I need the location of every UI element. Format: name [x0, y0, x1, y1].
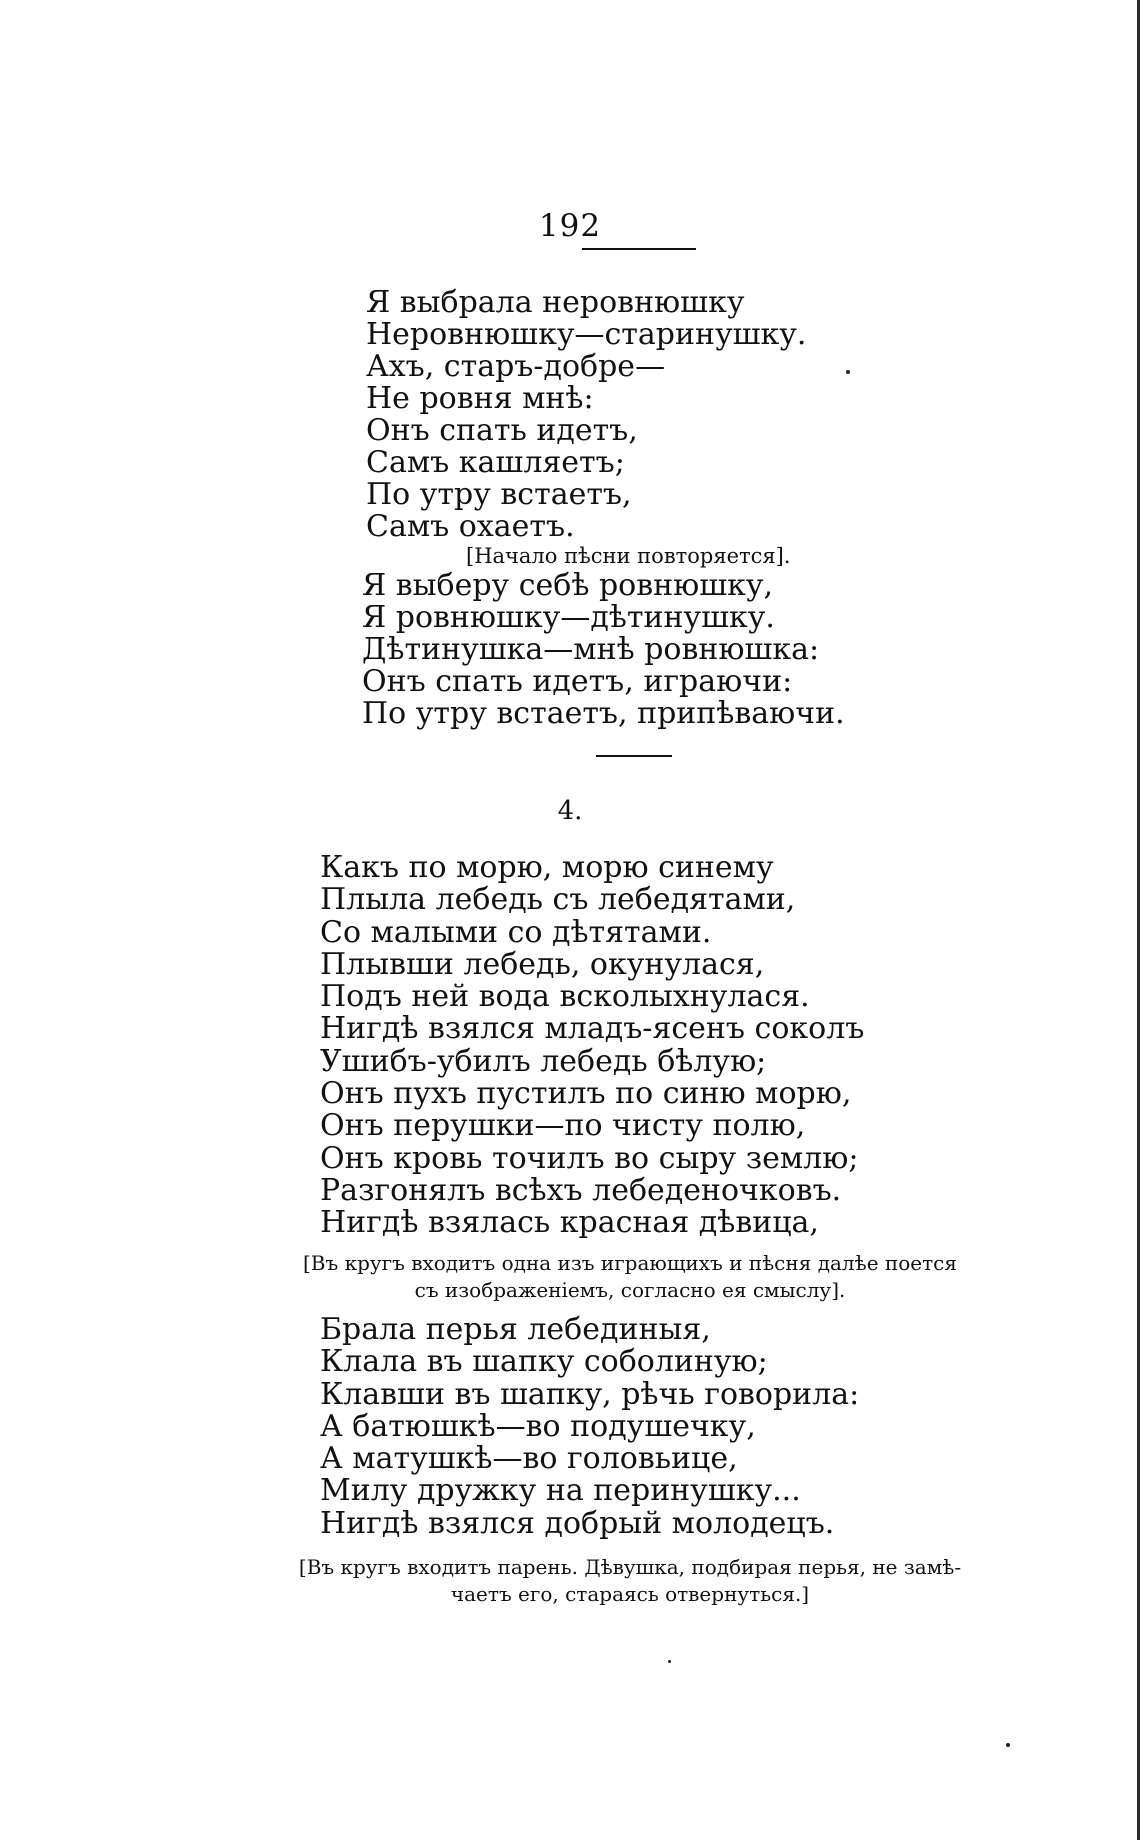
verse-line: Дѣтинушка—мнѣ ровнюшка: [362, 632, 820, 667]
scan-speck [1006, 1743, 1010, 1747]
verse-line: Нигдѣ взялся младъ-ясенъ соколъ [320, 1011, 865, 1047]
verse-line: Нигдѣ взялась красная дѣвица, [320, 1205, 819, 1241]
verse-line: Онъ перушки—по чисту полю, [320, 1108, 806, 1144]
stage-note-enter-girl [240, 1250, 1020, 1304]
verse-line: Самъ охаетъ. [366, 509, 575, 544]
verse-line: Милу дружку на перинушку... [320, 1473, 801, 1509]
verse-line: Я выбрала неровнюшку [366, 285, 745, 320]
verse-line: А батюшкѣ—во подушечку, [320, 1408, 756, 1444]
stanza-b [362, 570, 845, 730]
stanza-a [366, 287, 806, 543]
verse-line: Ушибъ-убилъ лебедь бѣлую; [320, 1043, 767, 1079]
stage-note-repeat: [Начало пѣсни повторяется]. [466, 544, 791, 568]
verse-line: Какъ по морю, морю синему [320, 850, 774, 885]
verse-line: По утру встаетъ, [366, 477, 632, 512]
verse-line: Нигдѣ взялся добрый молодецъ. [320, 1505, 835, 1541]
page-number: 192 [538, 208, 602, 244]
page-number-rule [582, 248, 696, 250]
stage-note-line: [Въ кругъ входитъ парень. Дѣвушка, подбирая перья, не замѣ- [298, 1555, 962, 1579]
stanza-c [320, 852, 864, 1240]
scan-speck [668, 1660, 671, 1663]
verse-line: Самъ кашляетъ; [366, 445, 625, 480]
verse-line: Брала перья лебединыя, [320, 1312, 711, 1347]
verse-line: Подъ ней вода всколыхнулася. [320, 979, 810, 1015]
stage-note-line: [Въ кругъ входитъ одна изъ играющихъ и пѣсня далѣе поется [303, 1251, 957, 1275]
verse-line: По утру встаетъ, припѣваючи. [362, 696, 845, 731]
section-number: 4. [557, 796, 583, 826]
verse-line: Неровнюшку—старинушку. [366, 317, 807, 352]
stage-note-line: чаетъ его, стараясь отвернуться.] [450, 1582, 810, 1606]
stanza-d [320, 1314, 859, 1540]
verse-line: Ахъ, старъ-добре— [366, 349, 666, 384]
verse-line: Я ровнюшку—дѣтинушку. [362, 600, 775, 635]
stage-note-enter-boy [240, 1554, 1020, 1608]
verse-line: Плывши лебедь, окунулася, [320, 946, 765, 982]
verse-line: Онъ пухъ пустилъ по синю морю, [320, 1076, 852, 1112]
verse-line: Клавши въ шапку, рѣчь говорила: [320, 1376, 860, 1412]
verse-line: Плыла лебедь съ лебедятами, [320, 882, 796, 918]
verse-line: Со малыми со дѣтятами. [320, 914, 712, 950]
verse-line: Клала въ шапку соболиную; [320, 1344, 768, 1380]
verse-line: Разгонялъ всѣхъ лебеденочковъ. [320, 1172, 842, 1208]
scan-speck [846, 370, 850, 374]
section-divider [596, 755, 672, 757]
verse-line: Онъ спать идетъ, играючи: [362, 664, 793, 699]
verse-line: Я выберу себѣ ровнюшку, [362, 568, 774, 603]
verse-line: Не ровня мнѣ: [366, 381, 594, 416]
verse-line: Онъ кровь точилъ во сыру землю; [320, 1140, 859, 1176]
verse-line: А матушкѣ—во головьице, [320, 1441, 738, 1477]
verse-line: Онъ спать идетъ, [366, 413, 638, 448]
stage-note-line: съ изображенiемъ, согласно ея смыслу]. [414, 1278, 846, 1302]
